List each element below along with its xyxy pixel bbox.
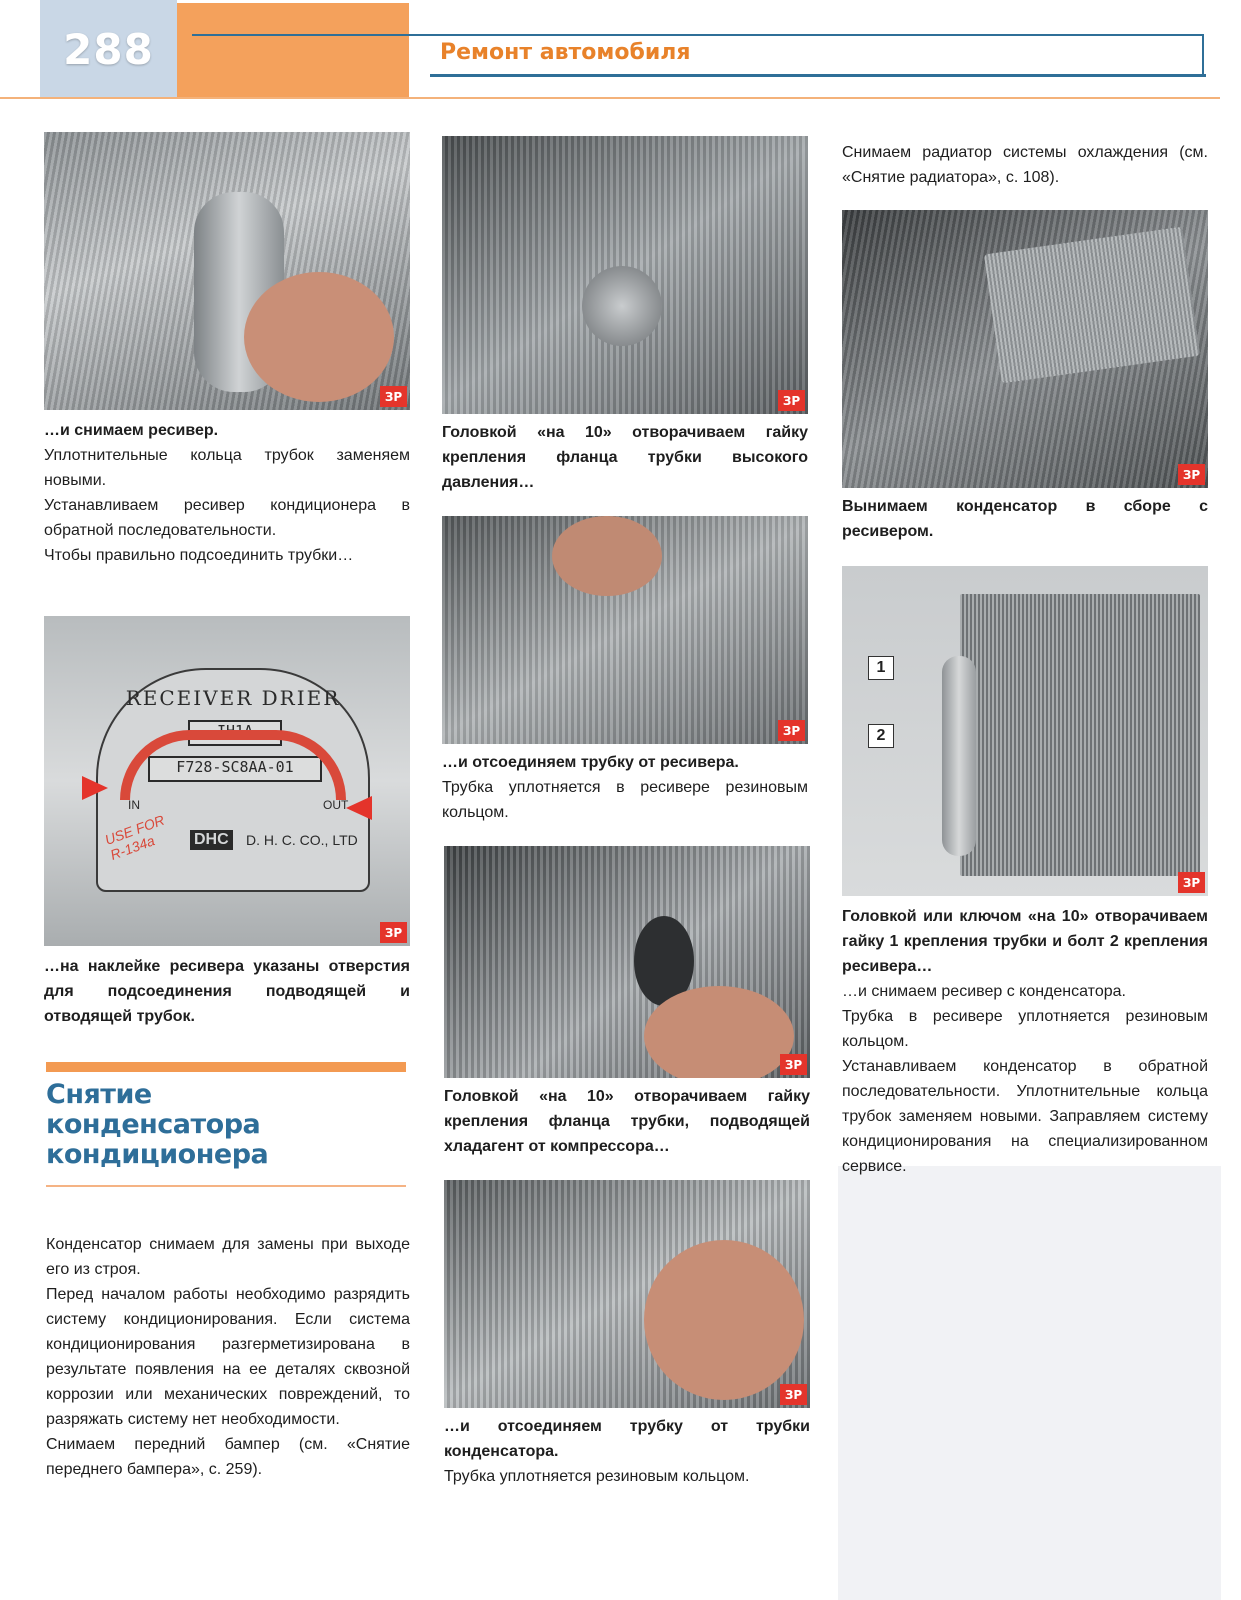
arrow-out-icon bbox=[346, 796, 372, 820]
intro-col3 bbox=[842, 140, 1208, 190]
callout-2: 2 bbox=[868, 724, 894, 748]
caption-text: Трубка уплотняется в ресивере резиновым кольцом. bbox=[442, 779, 808, 821]
sticker-out-label: OUT bbox=[323, 798, 349, 812]
header-orange-block bbox=[177, 3, 409, 98]
photo-compressor-tube-nut bbox=[444, 846, 810, 1078]
page-number-box bbox=[40, 0, 177, 98]
section-title: Ремонт автомобиля bbox=[440, 40, 691, 65]
sticker-use-for: USE FOR R-134a bbox=[102, 811, 167, 864]
publisher-badge-icon: ЗР bbox=[380, 386, 407, 407]
caption-col2-4 bbox=[444, 1414, 810, 1489]
publisher-badge-icon: ЗР bbox=[778, 720, 805, 741]
publisher-badge-icon: ЗР bbox=[1178, 872, 1205, 893]
tube-flange-shape bbox=[582, 266, 662, 346]
photo-disconnect-tube-receiver bbox=[442, 516, 808, 744]
publisher-badge-icon: ЗР bbox=[778, 390, 805, 411]
caption-bold: …и отсоединяем трубку от ресивера. bbox=[442, 754, 739, 771]
header-orange-rule bbox=[0, 97, 1220, 99]
heading-line-2: конденсатора bbox=[46, 1109, 261, 1140]
caption-bold: …и снимаем ресивер. bbox=[44, 422, 219, 439]
body-text: Конденсатор снимаем для замены при выходе его из строя. bbox=[46, 1236, 410, 1278]
arrow-in-icon bbox=[82, 776, 108, 800]
caption-col1-2 bbox=[44, 954, 410, 1029]
caption-text: Трубка в ресивере уплотняется резиновым кольцом. bbox=[842, 1008, 1208, 1050]
photo-receiver-removal bbox=[44, 132, 410, 410]
callout-1: 1 bbox=[868, 656, 894, 680]
heading-line-3: кондиционера bbox=[46, 1139, 269, 1170]
publisher-badge-icon: ЗР bbox=[780, 1054, 807, 1075]
sticker-code2: F728-SC8AA-01 bbox=[148, 756, 322, 782]
hand-shape bbox=[644, 1240, 804, 1400]
caption-bold: Головкой «на 10» отворачиваем гайку крепления фланца трубки высокого давления… bbox=[442, 424, 808, 491]
body-text: Снимаем радиатор системы охлаждения (см. «Снятие радиатора», с. 108). bbox=[842, 144, 1208, 186]
header-line-top bbox=[192, 34, 1202, 36]
caption-text: Трубка уплотняется резиновым кольцом. bbox=[444, 1468, 750, 1485]
caption-bold: …и отсоединяем трубку от трубки конденсатора. bbox=[444, 1418, 810, 1460]
photo-receiver-sticker bbox=[44, 616, 410, 946]
sticker-in-label: IN bbox=[128, 798, 140, 812]
photo-high-pressure-nut bbox=[442, 136, 808, 414]
caption-bold: …на наклейке ресивера указаны отверстия для подсоединения подводящей и отводящей трубок. bbox=[44, 958, 410, 1025]
caption-col1-1 bbox=[44, 418, 410, 568]
caption-bold: Головкой или ключом «на 10» отворачиваем гайку 1 крепления трубки и болт 2 крепления ресивера… bbox=[842, 908, 1208, 975]
page-number: 288 bbox=[63, 24, 154, 74]
caption-col3-2 bbox=[842, 904, 1208, 1179]
heading-line-1: Снятие bbox=[46, 1079, 152, 1110]
caption-col2-2 bbox=[442, 750, 808, 825]
receiver-cylinder-shape bbox=[942, 656, 976, 856]
header-tick bbox=[1202, 34, 1204, 77]
caption-col3-1 bbox=[842, 494, 1208, 544]
heading-rule bbox=[46, 1185, 406, 1187]
flow-arc bbox=[120, 730, 346, 800]
body-text: Снимаем передний бампер (см. «Снятие переднего бампера», с. 259). bbox=[46, 1436, 410, 1478]
caption-text: Устанавливаем конденсатор в обратной последовательности. Уплотнительные кольца трубок заменяем новыми. Заправляем систему кондиционирования на специализированном сервисе. bbox=[842, 1058, 1208, 1175]
publisher-badge-icon: ЗР bbox=[1178, 464, 1205, 485]
caption-bold: Головкой «на 10» отворачиваем гайку крепления фланца трубки, подводящей хладагент от компрессора… bbox=[444, 1088, 810, 1155]
sticker-title: RECEIVER DRIER bbox=[125, 686, 341, 710]
condenser-core-shape bbox=[960, 594, 1200, 876]
photo-disconnect-condenser-tube bbox=[444, 1180, 810, 1408]
sticker-dhc-logo: DHC bbox=[190, 830, 233, 850]
photo-condenser-with-receiver bbox=[842, 566, 1208, 896]
caption-text: Уплотнительные кольца трубок заменяем новыми. bbox=[44, 447, 410, 489]
sticker-code1: IH1A bbox=[188, 720, 282, 746]
publisher-badge-icon: ЗР bbox=[780, 1384, 807, 1405]
caption-col2-3 bbox=[444, 1084, 810, 1159]
caption-text: …и снимаем ресивер с конденсатора. bbox=[842, 983, 1126, 1000]
hand-shape bbox=[552, 516, 662, 596]
hand-shape bbox=[644, 986, 794, 1078]
heading-bar bbox=[46, 1062, 406, 1072]
caption-bold: Вынимаем конденсатор в сборе с ресивером. bbox=[842, 498, 1208, 540]
receiver-sticker bbox=[96, 668, 370, 892]
page-gray-strip bbox=[838, 1166, 1221, 1600]
section-heading bbox=[46, 1080, 406, 1170]
sticker-maker: D. H. C. CO., LTD bbox=[246, 832, 358, 848]
caption-text: Чтобы правильно подсоединить трубки… bbox=[44, 547, 354, 564]
caption-text: Устанавливаем ресивер кондиционера в обратной последовательности. bbox=[44, 497, 410, 539]
hand-shape bbox=[244, 272, 394, 402]
body-text: Перед началом работы необходимо разрядить систему кондиционирования. Если система кондиционирования разгерметизирована в результате появления на ее деталях сквозной коррозии или механических повреждений, то разряжать систему нет необходимости. bbox=[46, 1286, 410, 1428]
header-line-bottom bbox=[430, 74, 1206, 77]
body-col1 bbox=[46, 1232, 410, 1482]
publisher-badge-icon: ЗР bbox=[380, 922, 407, 943]
photo-condenser-removal bbox=[842, 210, 1208, 488]
condenser-shape bbox=[984, 227, 1200, 384]
caption-col2-1 bbox=[442, 420, 808, 495]
